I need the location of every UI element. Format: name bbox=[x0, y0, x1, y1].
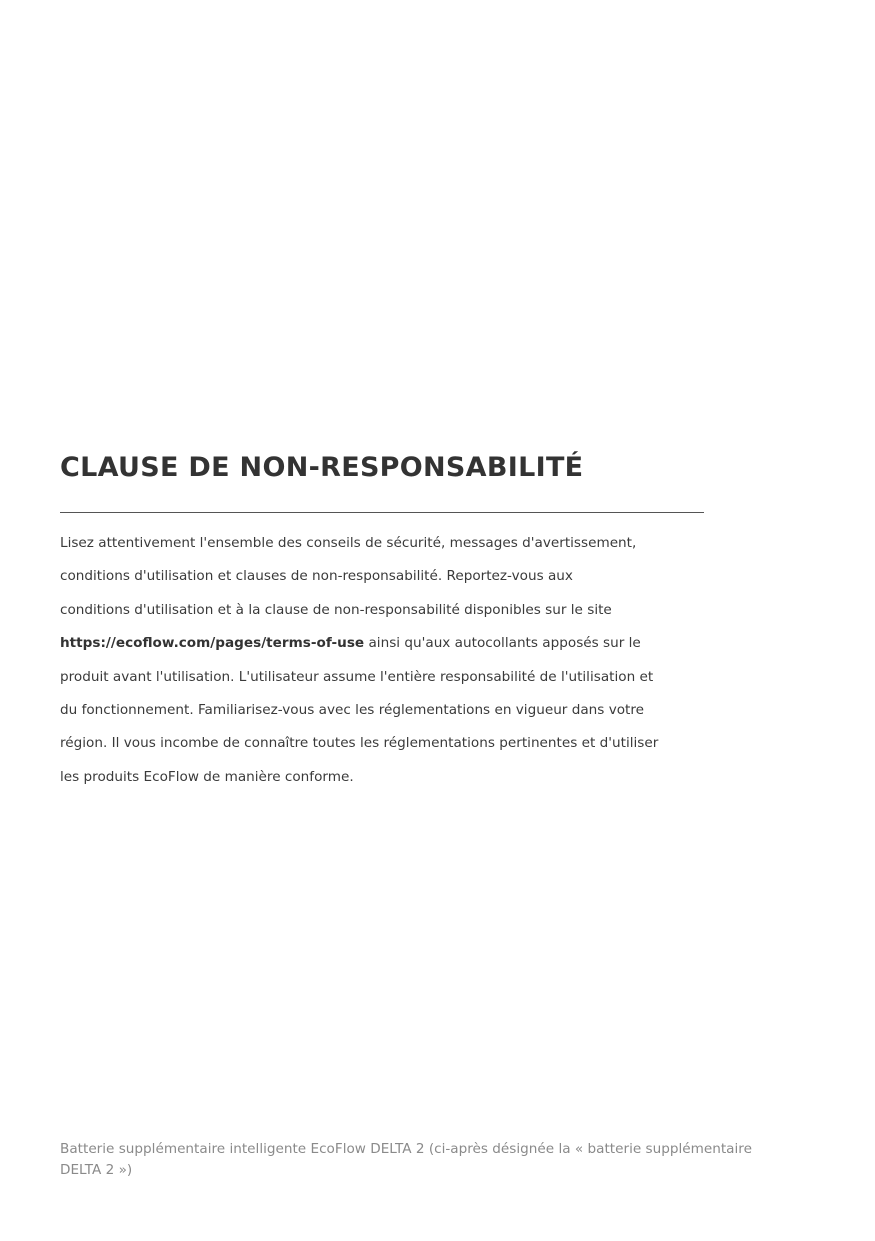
paragraph-line-with-link bbox=[60, 627, 720, 660]
terms-of-use-link[interactable]: https://ecoflow.com/pages/terms-of-use bbox=[60, 635, 365, 652]
paragraph-line: du fonctionnement. Familiarisez-vous avec les réglementations en vigueur dans votre bbox=[60, 702, 645, 719]
paragraph-line: Lisez attentivement l'ensemble des conseils de sécurité, messages d'avertissement, bbox=[60, 535, 637, 551]
footer-line: DELTA 2 ») bbox=[60, 1162, 133, 1178]
paragraph-line: produit avant l'utilisation. L'utilisateur assume l'entière responsabilité de l'utilisation et bbox=[60, 668, 654, 685]
paragraph-line: conditions d'utilisation et à la clause de non-responsabilité disponibles sur le site bbox=[60, 601, 612, 618]
disclaimer-paragraph bbox=[60, 527, 720, 794]
link-suffix-text: ainsi qu'aux autocollants apposés sur le bbox=[364, 635, 641, 652]
section-title: CLAUSE DE NON-RESPONSABILITÉ bbox=[60, 452, 584, 483]
footer-line: Batterie supplémentaire intelligente EcoFlow DELTA 2 (ci-après désignée la « batterie supplémentaire bbox=[60, 1141, 752, 1157]
paragraph-line: conditions d'utilisation et clauses de non-responsabilité. Reportez-vous aux bbox=[60, 568, 573, 585]
paragraph-line: région. Il vous incombe de connaître toutes les réglementations pertinentes et d'utiliser bbox=[60, 735, 659, 752]
paragraph-line: les produits EcoFlow de manière conforme. bbox=[60, 768, 354, 785]
page-footer bbox=[60, 1139, 820, 1181]
title-divider bbox=[60, 512, 704, 513]
